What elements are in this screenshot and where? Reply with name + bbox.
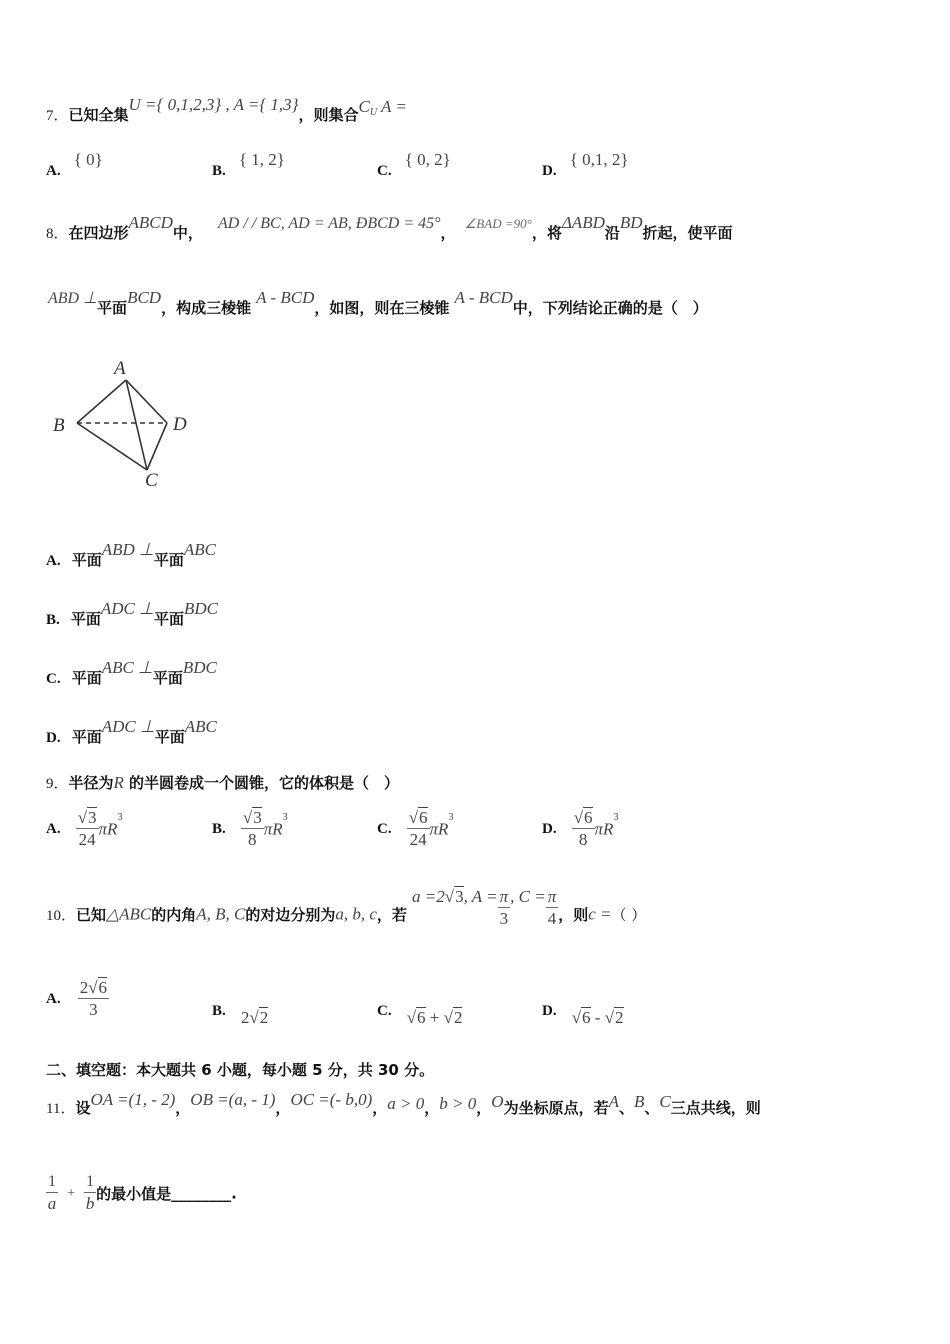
option-c: C. $\frac{√6}{24}$ $\pi R^3$ [377, 808, 454, 849]
math-expression: U ={ 0,1,2,3} , A ={ 1,3} [128, 95, 299, 114]
vertex-label-c: C [145, 470, 158, 491]
option-c: C. 平面ABC ⊥平面BDC [46, 658, 217, 687]
tetrahedron-figure [48, 355, 198, 495]
math-condition: a =2√3, A = $\frac{\pi}{3}$ , C = $\frac{\pi}{4}$ [412, 887, 557, 928]
option-b: B. $\frac{√3}{8}$ $\pi R^3$ [212, 808, 288, 849]
option-value: { 0,1, 2} [569, 150, 629, 169]
option-a: A. 平面ABD ⊥平面ABC [46, 540, 216, 569]
option-b: B. { 1, 2} [212, 150, 285, 179]
tetrahedron-diagram [48, 355, 198, 495]
option-c: C. √6 + √2 [377, 1003, 463, 1027]
question-text: 已知全集 [68, 106, 129, 124]
question-text: ，则集合 [298, 106, 359, 124]
option-a: A. $\frac{2√6}{3}$ [46, 978, 108, 1019]
option-d: D. √6 - √2 [542, 1003, 624, 1027]
option-b: B. 平面ADC ⊥平面BDC [46, 599, 218, 628]
question-number: 8． [46, 226, 69, 242]
answer-blank[interactable]: ________ [171, 1184, 232, 1203]
option-d: D. 平面ADC ⊥平面ABC [46, 717, 217, 746]
question-10: 10．已知△ABC的内角A, B, C的对边分别为a, b, c，若 a =2√3, A = $\frac{\pi}{3}$ , C = $\frac{\pi}{4}$ ，则c =（ ） [46, 887, 647, 928]
question-7 [46, 95, 407, 126]
question-number: 9． [46, 776, 69, 792]
option-a: A. { 0} [46, 150, 103, 179]
vertex-label-d: D [173, 414, 187, 435]
option-d: D. $\frac{√6}{8}$ $\pi R^3$ [542, 808, 619, 849]
option-b: B. 2√2 [212, 1003, 269, 1027]
section-heading: 二、填空题：本大题共 6 小题，每小题 5 分，共 30 分。 [46, 1061, 435, 1079]
option-value: { 0, 2} [404, 150, 451, 169]
option-d: D. { 0,1, 2} [542, 150, 629, 179]
question-number: 11． [46, 1101, 76, 1117]
question-11-line-2: $\frac{1}{a}$ + $\frac{1}{b}$ 的最小值是________. [47, 1173, 237, 1213]
math-expression: $C_U$ A = [358, 97, 407, 118]
question-number: 7． [46, 108, 69, 124]
vertex-label-b: B [53, 415, 65, 436]
question-8: 8．在四边形ABCD中， AD / / BC, AD = AB, ÐBCD = 45°， $^{\angle BAD =90^\circ}$，将ΔABD沿BD折起，使平面 [46, 213, 733, 242]
option-a: A. $\frac{√3}{24}$ $\pi R^3$ [46, 808, 123, 849]
option-c: C. { 0, 2} [377, 150, 451, 179]
question-11: 11．设OA =(1, - 2)，OB =(a, - 1)，OC =(- b,0)，a > 0，b > 0，O为坐标原点，若A、B、C三点共线，则 [46, 1090, 761, 1117]
question-9: 9．半径为R 的半圆卷成一个圆锥，它的体积是（ ） [46, 773, 400, 792]
question-number: 10． [46, 908, 77, 924]
vertex-label-a: A [114, 358, 126, 379]
question-8-line-2: ABD ⊥平面BCD，构成三棱锥 A - BCD，如图，则在三棱锥 A - BCD中，下列结论正确的是（ ） [48, 288, 708, 317]
option-value: { 1, 2} [238, 150, 285, 169]
option-value: { 0} [73, 150, 103, 169]
